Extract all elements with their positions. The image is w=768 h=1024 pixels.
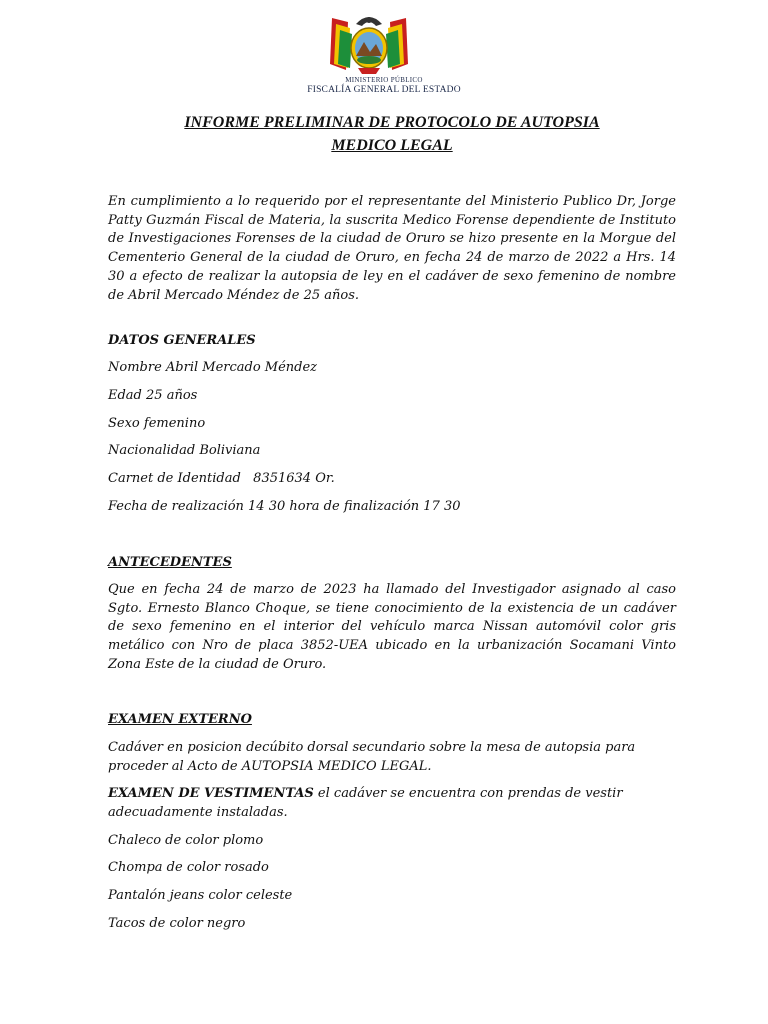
document-title-line2: MEDICO LEGAL [331,137,453,154]
general-data-age: Edad 25 años [108,388,198,403]
general-data-dates: Fecha de realización 14 30 hora de finalización 17 30 [108,499,461,514]
antecedentes-heading: ANTECEDENTES [108,555,232,570]
intro-paragraph: En cumplimiento a lo requerido por el representante del Ministerio Publico Dr, Jorge Patty Guzmán Fiscal de Materia, la suscrita Medico Forense dependiente de Instituto de Investigaciones Forenses de la ciudad de Oruro se hizo presente en la Morgue del Cementerio General de la ciudad de Oruro, en fecha 24 de marzo de 2022 a Hrs. 14 30 a efecto de realizar la autopsia de ley en el cadáver de sexo femenino de nombre de Abril Mercado Méndez de 25 años. [108,194,676,303]
clothing-item: Chompa de color rosado [108,860,269,875]
clothing-exam-text: el cadáver se encuentra con prendas de vestir adecuadamente instaladas. [108,786,623,820]
clothing-exam-label: EXAMEN DE VESTIMENTAS [108,786,314,801]
general-data-sex: Sexo femenino [108,416,206,431]
clothing-item: Chaleco de color plomo [108,833,264,848]
clothing-exam-paragraph [108,785,668,822]
bolivia-coat-of-arms-icon [326,8,412,78]
office-label: FISCALÍA GENERAL DEL ESTADO [307,85,461,95]
ministry-label: MINISTERIO PÚBLICO [345,76,423,84]
document-title: INFORME PRELIMINAR DE PROTOCOLO DE AUTOPSIA [184,114,600,131]
antecedentes-paragraph: Que en fecha 24 de marzo de 2023 ha llamado del Investigador asignado al caso Sgto. Ernesto Blanco Choque, se tiene conocimiento de la existencia de un cadáver de sexo femenino en el interior del vehículo marca Nissan automóvil color gris metálico con Nro de placa 3852-UEA ubicado en la urbanización Socamani Vinto Zona Este de la ciudad de Oruro. [108,582,676,672]
external-exam-paragraph: Cadáver en posicion decúbito dorsal secundario sobre la mesa de autopsia para proceder al Acto de AUTOPSIA MEDICO LEGAL. [108,740,636,774]
general-data-nationality: Nacionalidad Boliviana [108,443,261,458]
clothing-item: Tacos de color negro [108,916,246,931]
general-data-name: Nombre Abril Mercado Méndez [108,360,318,375]
general-data-id: Carnet de Identidad 8351634 Or. [108,471,335,486]
external-exam-heading: EXAMEN EXTERNO [108,712,252,727]
clothing-item: Pantalón jeans color celeste [108,888,293,903]
general-data-heading: DATOS GENERALES [108,333,256,348]
